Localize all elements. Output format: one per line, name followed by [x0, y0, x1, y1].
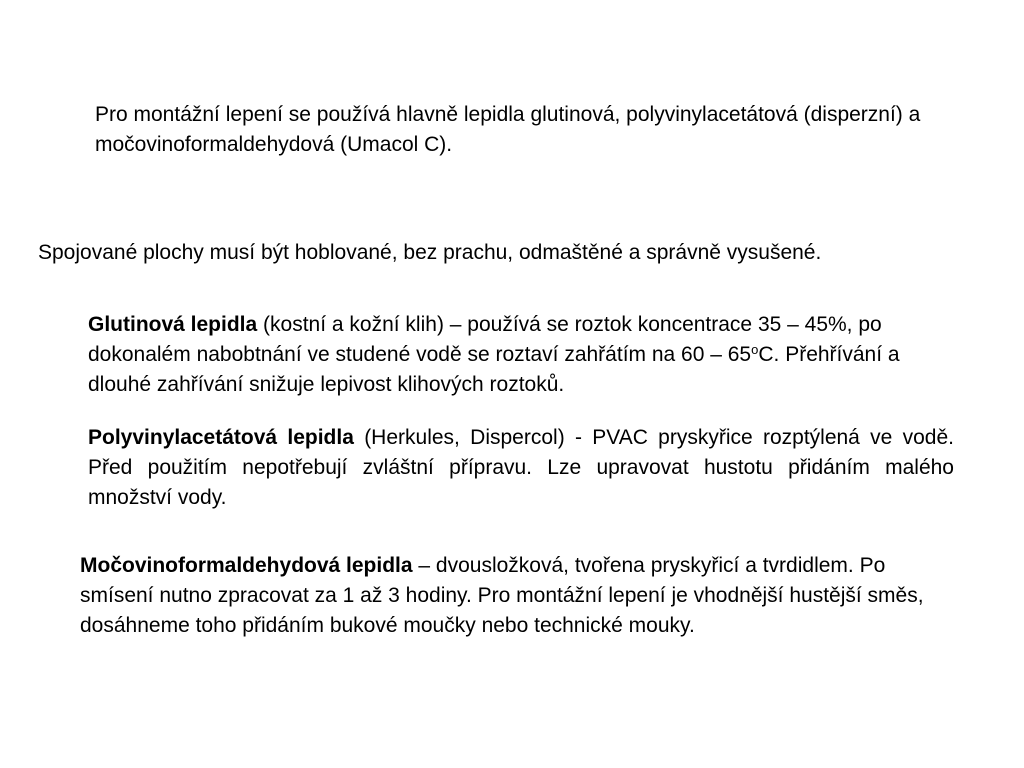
urea-formaldehyde-adhesive-heading: Močovinoformaldehydová lepidla: [80, 554, 413, 577]
pvac-adhesive-paragraph: [88, 423, 954, 513]
urea-formaldehyde-adhesive-paragraph: [80, 551, 960, 641]
glutin-adhesive-text: (kostní a kožní klih) – používá se roztok koncentrace 35 – 45%, po dokonalém nabobtnání ve studené vodě se roztaví zahřátím na 60 – 65: [88, 313, 882, 366]
pvac-adhesive-text: (Herkules, Dispercol) - PVAC pryskyřice rozptýlená ve vodě. Před použitím nepotřebují zvláštní přípravu. Lze upravovat hustotu přidáním malého množství vody.: [88, 426, 954, 509]
intro-paragraph: Pro montážní lepení se používá hlavně lepidla glutinová, polyvinylacetátová (disperzní) a močovinoformaldehydová (Umacol C).: [95, 103, 921, 156]
glutin-adhesive-text-end: C. Přehřívání a dlouhé zahřívání snižuje lepivost klihových roztoků.: [88, 343, 900, 396]
degree-symbol: o: [751, 342, 759, 357]
glutin-adhesive-paragraph: [88, 310, 954, 400]
surface-preparation-paragraph: Spojované plochy musí být hoblované, bez prachu, odmaštěné a správně vysušené.: [38, 241, 822, 264]
pvac-adhesive-heading: Polyvinylacetátová lepidla: [88, 426, 354, 449]
glutin-adhesive-heading: Glutinová lepidla: [88, 313, 258, 336]
urea-formaldehyde-adhesive-text: – dvousložková, tvořena pryskyřicí a tvrdidlem. Po smísení nutno zpracovat za 1 až 3 hodiny. Pro montážní lepení je vhodnější hustější směs, dosáhneme toho přidáním bukové moučky nebo technické mouky.: [80, 554, 924, 637]
